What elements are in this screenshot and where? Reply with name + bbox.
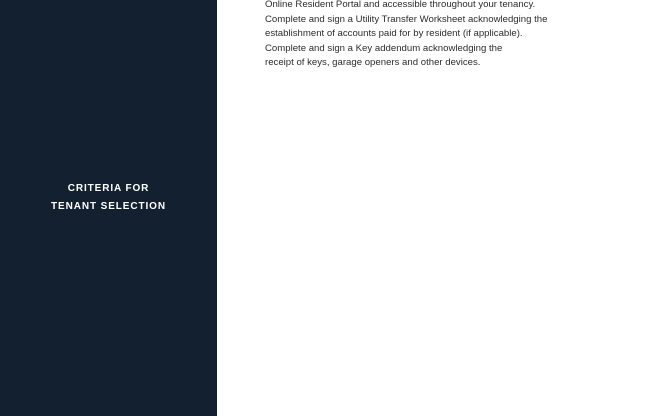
body-text [265,0,635,71]
body-text-line: establishment of accounts paid for by resident (if applicable). [265,28,523,40]
body-text-line: Complete and sign a Key addendum acknowledging the [265,42,503,54]
body-text-line: Online Resident Portal and accessible throughout your tenancy. [265,0,536,10]
body-text-line: Complete and sign a Utility Transfer Worksheet acknowledging the [265,13,548,25]
section-title-line-1: CRITERIA FOR [67,183,150,194]
section-title-line-2: TENANT SELECTION [51,201,166,212]
section-title [0,180,217,216]
body-text-line: receipt of keys, garage openers and other devices. [265,57,481,69]
section-sidebar [0,0,217,416]
